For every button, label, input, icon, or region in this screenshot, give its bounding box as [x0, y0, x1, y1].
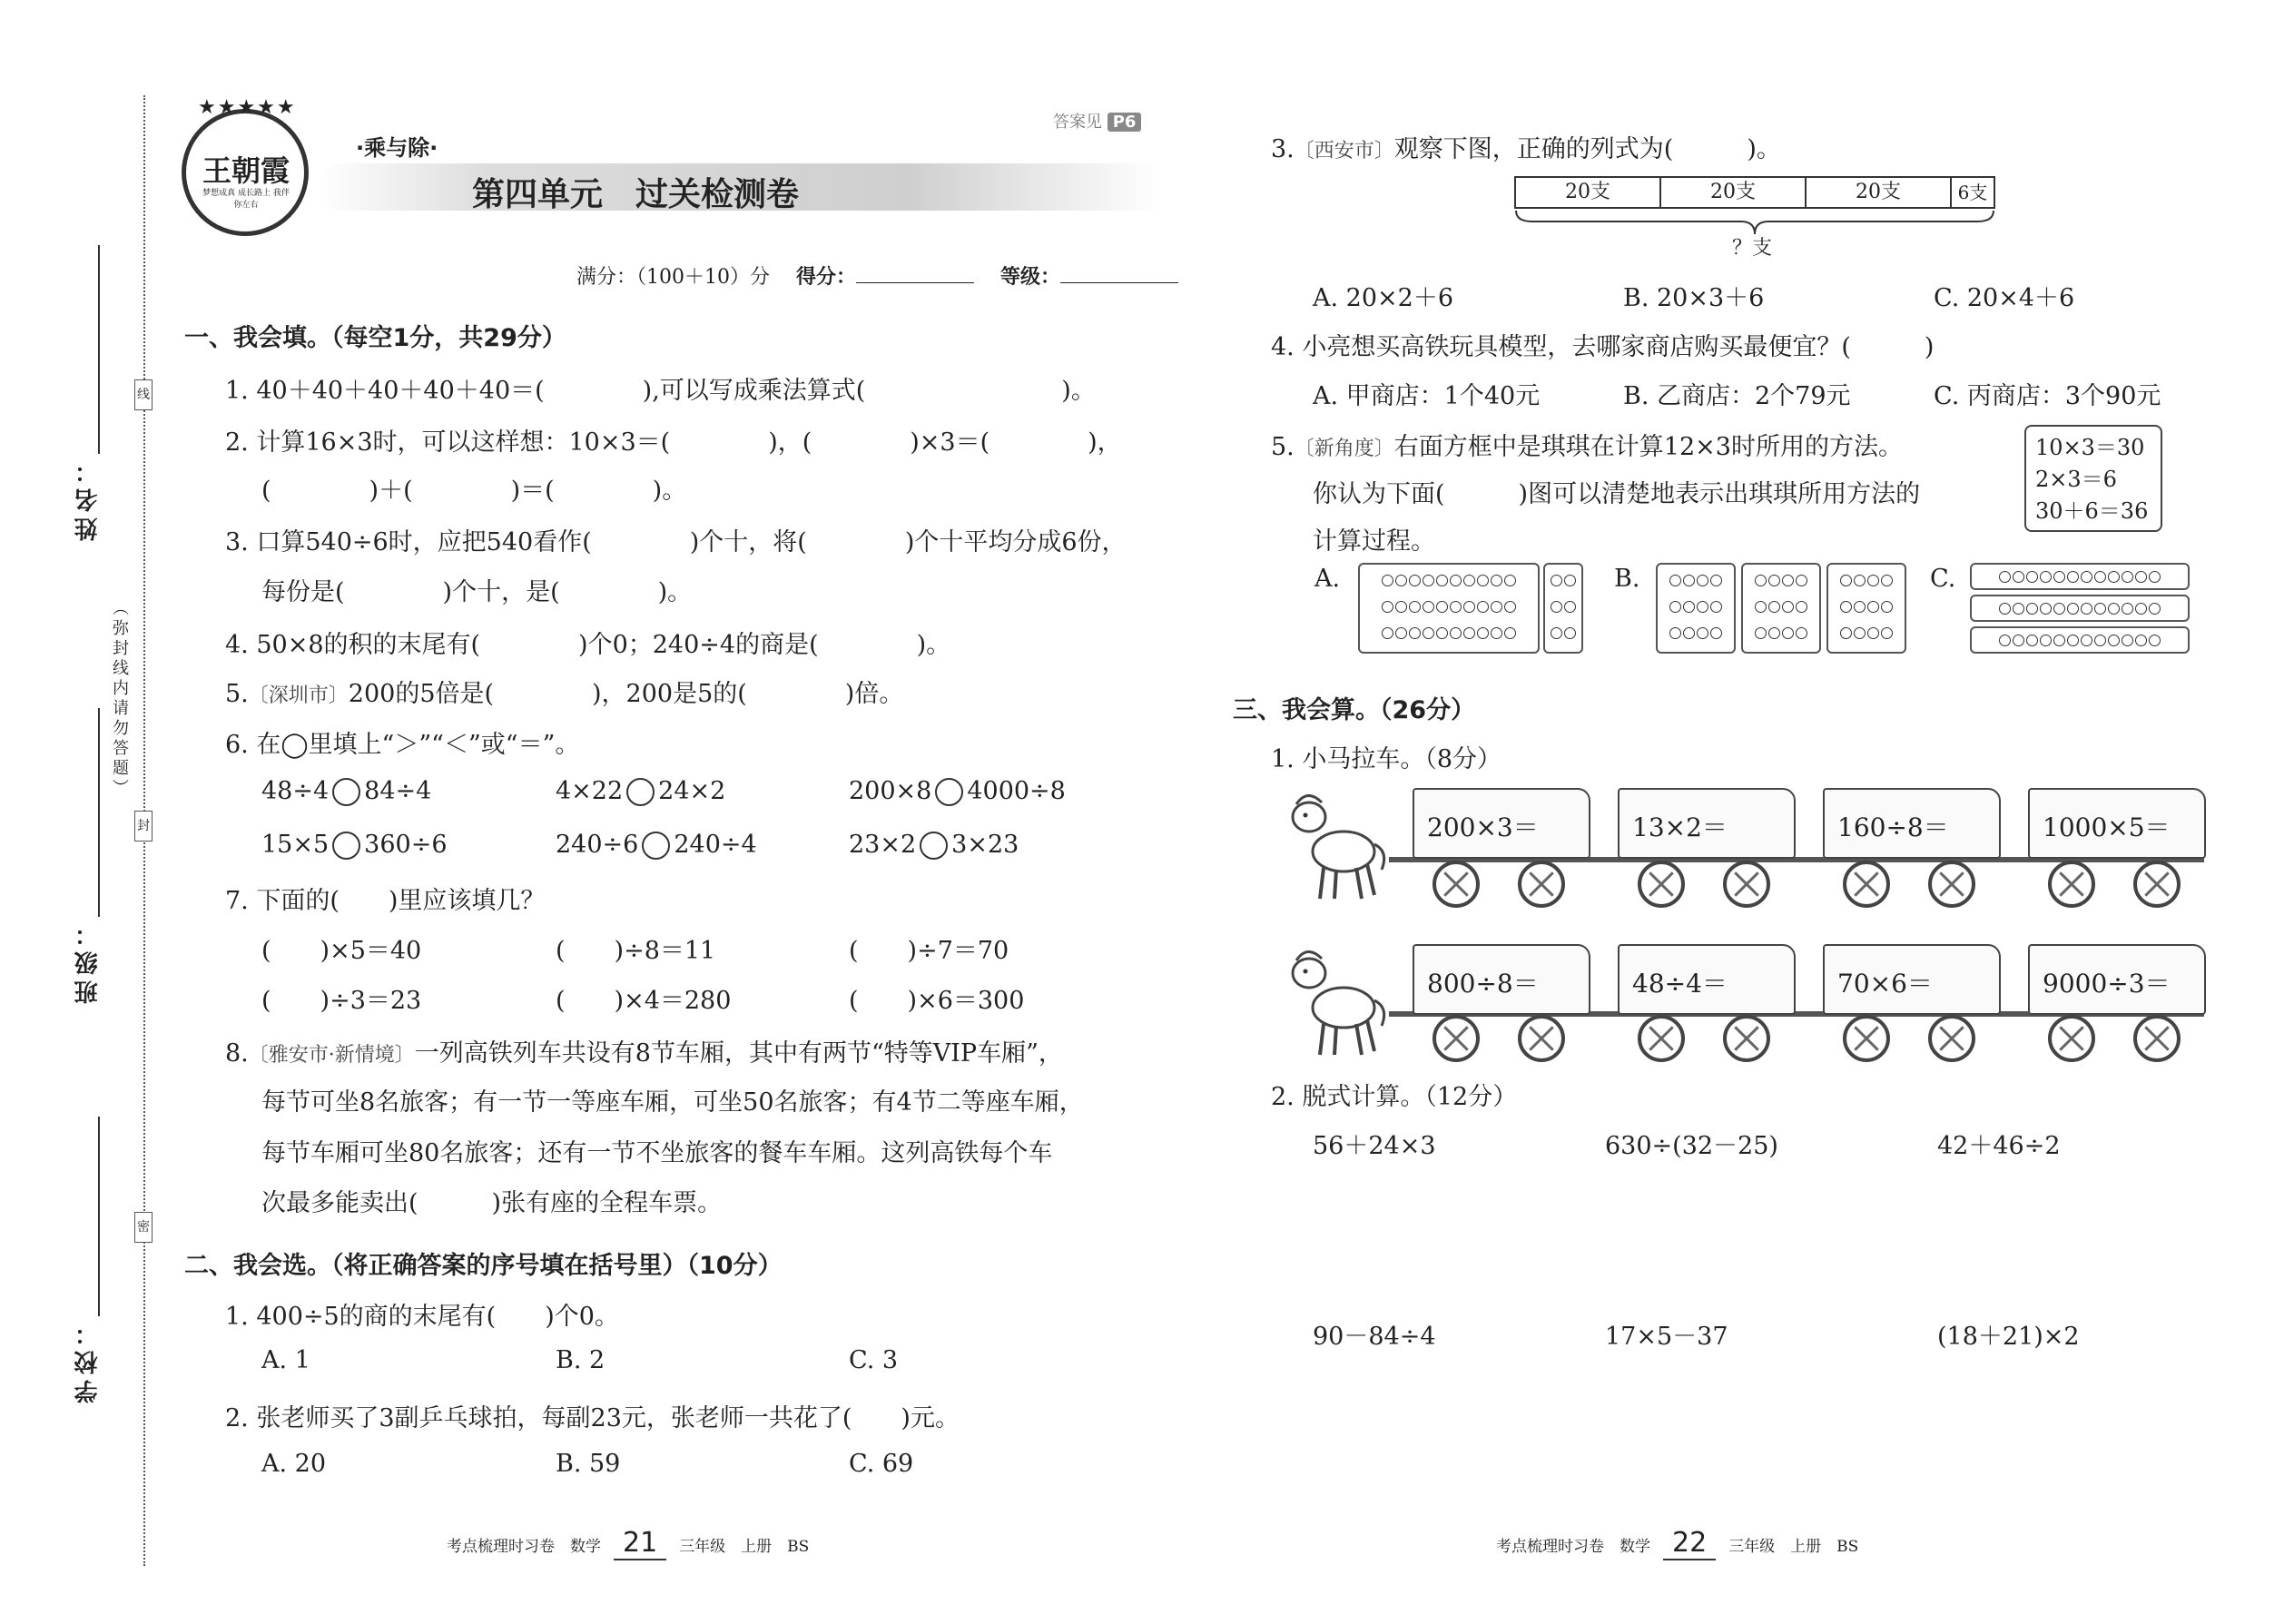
- s2-q5a: [1271, 427, 1903, 462]
- wheel-icon: [1723, 1015, 1770, 1062]
- s1-q5-num: 5.: [225, 680, 249, 708]
- calc-expression: 630÷(32－25): [1605, 1132, 1778, 1160]
- option-a-dots-10: [1358, 563, 1540, 654]
- segment-total: ？支: [1732, 237, 1773, 260]
- wheel-icon: [2133, 861, 2181, 908]
- wheel-icon: [2048, 1015, 2095, 1062]
- option-a[interactable]: A. 1: [261, 1346, 310, 1374]
- brand-stars: ★★★★★: [198, 96, 297, 119]
- s1-q5: [225, 674, 903, 709]
- compare-item: [849, 831, 1019, 860]
- segment: 20支: [1807, 178, 1952, 207]
- footer-book: 考点梳理时习卷 数学: [1496, 1538, 1650, 1556]
- wheel-icon: [1433, 1015, 1480, 1062]
- option-b-dots: [1741, 563, 1821, 654]
- topic-label: ·乘与除·: [356, 135, 438, 161]
- page-title: 第四单元 过关检测卷: [472, 176, 800, 213]
- s1-q6: 6. 在◯里填上“＞”“＜”或“＝”。: [225, 731, 580, 759]
- wheel-icon: [2133, 1015, 2181, 1062]
- s2-q3: [1271, 129, 1781, 164]
- option-a[interactable]: A. 20×2＋6: [1313, 284, 1453, 312]
- brand-logo: [182, 109, 309, 236]
- binding-notice: （弥封线内请勿答题）: [110, 599, 129, 799]
- train-car[interactable]: [1618, 788, 1796, 859]
- compare-circle[interactable]: [642, 832, 670, 860]
- s1-q8c: 每节车厢可坐80名旅客；还有一节不坐旅客的餐车车厢。这列高铁每个车: [261, 1139, 1053, 1167]
- footer-left: [447, 1527, 809, 1559]
- car-expression: 13×2＝: [1632, 812, 1728, 842]
- s2-q5-text: 右面方框中是琪琪在计算12×3时所用的方法。: [1393, 433, 1903, 461]
- option-c-row: [1970, 626, 2190, 654]
- car-expression: 70×6＝: [1837, 969, 1933, 999]
- fill-item[interactable]: ( )÷7＝70: [849, 937, 1009, 965]
- section2-heading: 二、我会选。（将正确答案的序号填在括号里）（10分）: [184, 1252, 783, 1280]
- brand-name: 王朝霞: [202, 153, 290, 188]
- car-expression: 9000÷3＝: [2043, 969, 2171, 999]
- work-area[interactable]: [1313, 1171, 2184, 1307]
- s2-q2: 2. 张老师买了3副乒乓球拍，每副23元，张老师一共花了( )元。: [225, 1404, 960, 1432]
- segment: 6支: [1957, 182, 1988, 203]
- s2-q4: 4. 小亮想买高铁玩具模型，去哪家商店购买最便宜？( ): [1271, 333, 1935, 361]
- footer-grade: 三年级 上册 BS: [679, 1538, 810, 1556]
- option-b-dots: [1656, 563, 1736, 654]
- option-a-label[interactable]: A.: [1314, 565, 1341, 593]
- s2-q5b: 你认为下面( )图可以清楚地表示出琪琪所用方法的: [1313, 480, 1921, 508]
- footer-grade: 三年级 上册 BS: [1728, 1538, 1859, 1556]
- s3-q1: 1. 小马拉车。（8分）: [1271, 745, 1502, 773]
- section3-heading: 三、我会算。（26分）: [1233, 696, 1476, 724]
- wheel-icon: [1638, 861, 1685, 908]
- compare-item: [261, 831, 448, 860]
- s1-q8-text: 一列高铁列车共设有8节车厢，其中有两节“特等VIP车厢”，: [414, 1039, 1063, 1068]
- s1-q8d: 次最多能卖出( )张有座的全程车票。: [261, 1189, 723, 1217]
- s2-q5-tag: 〔新角度〕: [1294, 438, 1394, 460]
- fill-item[interactable]: ( )×5＝40: [261, 937, 422, 965]
- page-number: 22: [1663, 1527, 1716, 1560]
- s1-q2b: ( )＋( )＝( )。: [261, 477, 687, 505]
- option-a[interactable]: A. 甲商店：1个40元: [1313, 382, 1541, 410]
- s1-q3b: 每份是( )个十，是( )。: [261, 578, 693, 606]
- car-expression: 160÷8＝: [1837, 812, 1949, 842]
- option-a-dots-2: [1543, 563, 1583, 654]
- compare-left: 200×8: [849, 777, 932, 805]
- option-b[interactable]: B. 2: [556, 1346, 605, 1374]
- footer-right: [1496, 1527, 1858, 1559]
- s2-q1: 1. 400÷5的商的末尾有( )个0。: [225, 1303, 619, 1331]
- compare-right: 3×23: [951, 831, 1019, 859]
- horse-icon: [1280, 944, 1389, 1062]
- work-area[interactable]: [1313, 1362, 2184, 1498]
- s1-q5-tag: 〔深圳市〕: [248, 684, 349, 707]
- train-car[interactable]: [1618, 944, 1796, 1015]
- train-car[interactable]: [2028, 788, 2206, 859]
- compare-circle[interactable]: [920, 832, 948, 860]
- wheel-icon: [1638, 1015, 1685, 1062]
- answer-ref-label: 答案见: [1053, 113, 1102, 132]
- school-blank[interactable]: [98, 1117, 100, 1316]
- wheel-icon: [1518, 1015, 1565, 1062]
- calc-expression: 17×5－37: [1605, 1323, 1728, 1351]
- option-b[interactable]: B. 59: [556, 1450, 621, 1478]
- score-line: [576, 261, 1178, 290]
- calc-expression: 56＋24×3: [1313, 1132, 1436, 1160]
- compare-left: 240÷6: [556, 831, 639, 859]
- compare-right: 240÷4: [674, 831, 757, 859]
- option-c-label[interactable]: C.: [1930, 565, 1956, 593]
- seal-mark-seal: 封: [134, 811, 153, 842]
- wheel-icon: [1843, 1015, 1890, 1062]
- compare-circle[interactable]: [332, 778, 360, 806]
- s1-q4: 4. 50×8的积的末尾有( )个0；240÷4的商是( )。: [225, 631, 951, 659]
- compare-circle[interactable]: [626, 778, 655, 806]
- car-expression: 800÷8＝: [1427, 969, 1539, 999]
- name-blank[interactable]: [98, 245, 100, 454]
- name-label: 姓名：: [74, 454, 102, 541]
- option-b[interactable]: B. 20×3＋6: [1623, 284, 1765, 312]
- s2-q3-num: 3.: [1271, 135, 1295, 163]
- s2-q5c: 计算过程。: [1313, 527, 1435, 556]
- car-expression: 200×3＝: [1427, 812, 1539, 842]
- option-c[interactable]: C. 69: [849, 1450, 914, 1478]
- wheel-icon: [1433, 861, 1480, 908]
- method-line: 2×3＝6: [2035, 467, 2117, 492]
- fill-item[interactable]: ( )×6＝300: [849, 987, 1025, 1015]
- wheel-icon: [1723, 861, 1770, 908]
- s1-q5-text: 200的5倍是( )，200是5的( )倍。: [348, 680, 904, 708]
- method-line: 30＋6＝36: [2035, 498, 2149, 524]
- wheel-icon: [1928, 1015, 1975, 1062]
- compare-left: 23×2: [849, 831, 917, 859]
- s1-q1: 1. 40＋40＋40＋40＋40＝( ),可以写成乘法算式( )。: [225, 377, 1096, 405]
- segment-bar: [1514, 176, 1995, 209]
- segment: 20支: [1516, 178, 1661, 207]
- compare-circle[interactable]: [332, 832, 360, 860]
- wheel-icon: [1843, 861, 1890, 908]
- compare-right: 360÷6: [364, 831, 448, 859]
- fill-item[interactable]: ( )×4＝280: [556, 987, 732, 1015]
- option-c[interactable]: C. 20×4＋6: [1934, 284, 2075, 312]
- option-b-label[interactable]: B.: [1614, 565, 1640, 593]
- answer-ref: [1053, 109, 1141, 133]
- compare-left: 48÷4: [261, 777, 330, 805]
- class-label: 班级：: [74, 917, 102, 1004]
- compare-right: 4000÷8: [967, 777, 1066, 805]
- option-b[interactable]: B. 乙商店：2个79元: [1623, 382, 1851, 410]
- seal-mark-secret: 密: [134, 1212, 153, 1243]
- section1-heading: 一、我会填。（每空1分，共29分）: [184, 324, 566, 352]
- train-car[interactable]: [1413, 944, 1590, 1015]
- option-c-row: [1970, 563, 2190, 590]
- compare-left: 4×22: [556, 777, 624, 805]
- compare-left: 15×5: [261, 831, 330, 859]
- segment: 20支: [1661, 178, 1807, 207]
- method-box: [2024, 425, 2162, 532]
- wheel-icon: [2048, 861, 2095, 908]
- s2-q5-num: 5.: [1271, 433, 1295, 461]
- calc-expression: 42＋46÷2: [1937, 1132, 2061, 1160]
- s1-q7: 7. 下面的( )里应该填几？: [225, 887, 546, 915]
- option-a[interactable]: A. 20: [261, 1450, 327, 1478]
- compare-item: [261, 777, 431, 806]
- class-blank[interactable]: [98, 708, 100, 917]
- page-number: 21: [614, 1527, 666, 1560]
- car-expression: 48÷4＝: [1632, 969, 1728, 999]
- train-car[interactable]: [2028, 944, 2206, 1015]
- option-c[interactable]: C. 3: [849, 1346, 899, 1374]
- compare-right: 84÷4: [364, 777, 432, 805]
- brand-tagline: 梦想成真 成长路上 我伴你左右: [202, 189, 290, 210]
- s2-q3-tag: 〔西安市〕: [1294, 140, 1394, 162]
- s1-q8-num: 8.: [225, 1039, 249, 1068]
- calc-expression: (18＋21)×2: [1937, 1323, 2080, 1351]
- method-line: 10×3＝30: [2035, 435, 2145, 460]
- train-car[interactable]: [1823, 788, 2001, 859]
- car-expression: 1000×5＝: [2043, 812, 2171, 842]
- train-car[interactable]: [1823, 944, 2001, 1015]
- train-car[interactable]: [1413, 788, 1590, 859]
- option-c-row: [1970, 595, 2190, 622]
- answer-ref-page: P6: [1108, 113, 1142, 132]
- s1-q2a: 2. 计算16×3时，可以这样想：10×3＝( )，( )×3＝( )，: [225, 428, 1122, 457]
- compare-circle[interactable]: [935, 778, 963, 806]
- s1-q8-tag: 〔雅安市·新情境〕: [248, 1044, 415, 1067]
- option-c[interactable]: C. 丙商店：3个90元: [1934, 382, 2161, 410]
- horse-icon: [1280, 788, 1389, 906]
- s1-q8a: [225, 1033, 1063, 1068]
- wheel-icon: [1928, 861, 1975, 908]
- s3-q2: 2. 脱式计算。（12分）: [1271, 1083, 1518, 1111]
- compare-right: 24×2: [658, 777, 726, 805]
- fill-item[interactable]: ( )÷3＝23: [261, 987, 422, 1015]
- score-blank[interactable]: [856, 282, 974, 283]
- compare-item: [556, 777, 725, 806]
- s1-q8b: 每节可坐8名旅客；有一节一等座车厢，可坐50名旅客；有4节二等座车厢，: [261, 1088, 1084, 1117]
- compare-item: [849, 777, 1066, 806]
- s2-q3-text: 观察下图，正确的列式为( )。: [1393, 135, 1781, 163]
- seal-mark-line: 线: [134, 379, 153, 410]
- full-score: 满分：（100＋10）分: [576, 266, 770, 289]
- grade-label: 等级：: [1000, 266, 1061, 289]
- option-b-dots: [1826, 563, 1906, 654]
- fill-item[interactable]: ( )÷8＝11: [556, 937, 716, 965]
- s1-q3a: 3. 口算540÷6时，应把540看作( )个十，将( )个十平均分成6份，: [225, 528, 1127, 556]
- calc-expression: 90－84÷4: [1313, 1323, 1436, 1351]
- wheel-icon: [1518, 861, 1565, 908]
- footer-book: 考点梳理时习卷 数学: [447, 1538, 601, 1556]
- grade-blank[interactable]: [1060, 282, 1178, 283]
- compare-item: [556, 831, 757, 860]
- school-label: 学校：: [74, 1316, 102, 1403]
- score-label: 得分：: [796, 266, 857, 289]
